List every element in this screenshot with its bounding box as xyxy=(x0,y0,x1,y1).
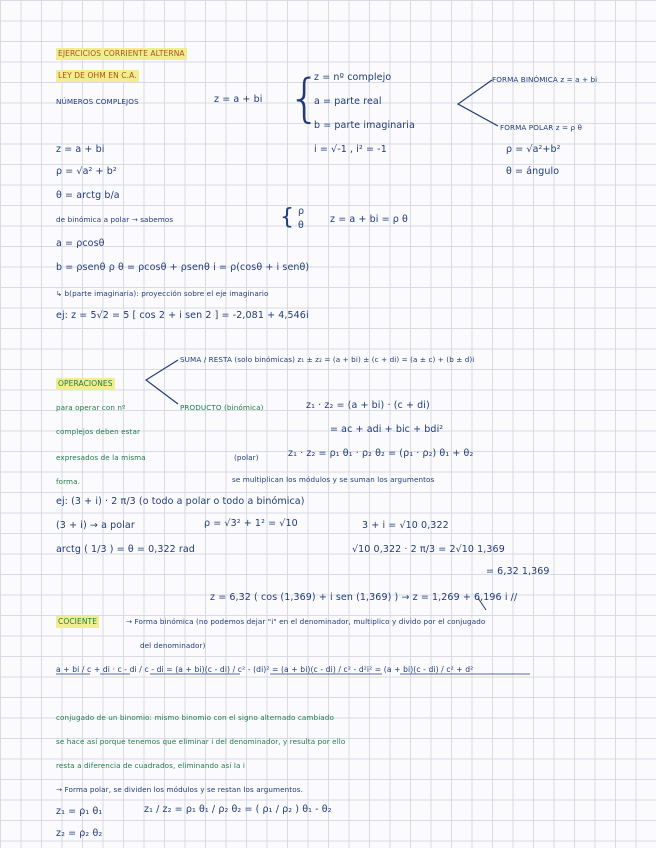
binomica-line-1: z = a + bi xyxy=(56,144,105,155)
operaciones-note-4: forma. xyxy=(56,477,81,486)
operations-split-arrow xyxy=(146,360,178,404)
example-line-2a: (3 + i) → a polar xyxy=(56,520,135,531)
def-i: i = √-1 , i² = -1 xyxy=(314,144,387,155)
conjugado-line-5a: z₁ = ρ₁ θ₁ xyxy=(56,806,103,817)
conversion-rho: ρ xyxy=(298,206,305,217)
binomica-line-2: ρ = √a² + b² xyxy=(56,166,117,177)
def-a: a = parte real xyxy=(314,96,382,107)
conjugado-line-2: se hace así porque tenemos que eliminar i del denominador, y resulta por ello xyxy=(56,737,346,746)
forma-polar: FORMA POLAR z = ρ θ xyxy=(500,123,583,132)
conjugado-line-5b: z₁ / z₂ = ρ₁ θ₁ / ρ₂ θ₂ = ( ρ₁ / ρ₂ ) θ₁ - θ₂ xyxy=(144,804,332,815)
suma-resta: SUMA / RESTA (solo binómicas) z₁ ± z₂ = (a + bi) ± (c + di) = (a ± c) + (b ± d)i xyxy=(180,355,475,364)
def-b: b = parte imaginaria xyxy=(314,120,415,131)
operaciones-note-2: complejos deben estar xyxy=(56,427,141,436)
producto-expand: = ac + adi + bic + bdi² xyxy=(330,424,444,435)
cociente-label: COCIENTE xyxy=(58,617,98,626)
operaciones-note-3: expresados de la misma xyxy=(56,453,146,462)
conversion-line-2: a = ρcosθ xyxy=(56,238,105,249)
curly-brace: { xyxy=(288,69,322,129)
def-z: z = nº complejo xyxy=(314,72,392,83)
rho-def: ρ = √a²+b² xyxy=(506,144,561,155)
example-line-1: ej: (3 + i) · 2 π/3 (o todo a polar o todo a binómica) xyxy=(56,496,305,507)
forma-binomica: FORMA BINÓMICA z = a + bi xyxy=(492,75,598,84)
cociente-line-2: del denominador) xyxy=(140,641,206,650)
conjugado-line-3: resta a diferencia de cuadrados, eliminando así la i xyxy=(56,761,245,770)
operaciones-note-1: para operar con nº xyxy=(56,403,126,412)
conjugado-line-6: z₂ = ρ₂ θ₂ xyxy=(56,828,103,839)
conversion-theta: θ xyxy=(298,220,304,231)
binomica-line-3: θ = arctg b/a xyxy=(56,190,120,201)
notation-split-arrow xyxy=(458,80,498,126)
section-heading-ohm: LEY DE OHM EN C.A. xyxy=(58,71,137,80)
polar-formula: z₁ · z₂ = ρ₁ θ₁ · ρ₂ θ₂ = (ρ₁ · ρ₂) θ₁ + θ₂ xyxy=(288,448,474,459)
result-arrow xyxy=(478,598,486,610)
cociente-line-1: → Forma binómica (no podemos dejar "i" en el denominador, multiplico y divido por el conjugado xyxy=(126,617,486,626)
conversion-example: ej: z = 5√2 = 5 [ cos 2 + i sen 2 ] = -2,081 + 4,546i xyxy=(56,310,309,321)
example-line-3a: arctg ( 1/3 ) = θ = 0,322 rad xyxy=(56,544,195,555)
example-line-4: = 6,32 1,369 xyxy=(486,566,550,577)
conversion-brace: { xyxy=(280,205,295,230)
conversion-line-1: de binómica a polar → sabemos xyxy=(56,215,174,224)
page-title: EJERCICIOS CORRIENTE ALTERNA xyxy=(58,49,185,58)
example-line-5: z = 6,32 ( cos (1,369) + i sen (1,369) ) → z = 1,269 + 6,196 i // xyxy=(210,592,518,603)
example-line-2b: ρ = √3² + 1² = √10 xyxy=(204,518,298,529)
complex-numbers-label: NÚMEROS COMPLEJOS xyxy=(56,97,139,106)
cociente-formula: a + bi / c + di · c - di / c - di = (a + bi)(c - di) / c² - (di)² = (a + bi)(c - di) / c² - d²i² = (a + bi)(c - di) / c² + d² xyxy=(56,665,474,674)
conjugado-line-4: → Forma polar, se dividen los módulos y se restan los argumentos. xyxy=(56,785,303,794)
conversion-equation: z = a + bi = ρ θ xyxy=(330,214,408,225)
z-formula: z = a + bi xyxy=(214,94,263,105)
example-line-2c: 3 + i = √10 0,322 xyxy=(362,520,449,531)
polar-description: se multiplican los módulos y se suman los argumentos xyxy=(232,475,435,484)
conjugado-line-1: conjugado de un binomio: mismo binomio con el signo alternado cambiado xyxy=(56,713,334,722)
theta-def: θ = ángulo xyxy=(506,166,560,177)
producto-label: PRODUCTO (binómica) xyxy=(180,403,264,412)
polar-label: (polar) xyxy=(234,453,259,462)
operaciones-title: OPERACIONES xyxy=(58,379,113,388)
conversion-line-3: b = ρsenθ ρ θ = ρcosθ + ρsenθ i = ρ(cosθ + i senθ) xyxy=(56,262,310,273)
producto-formula: z₁ · z₂ = (a + bi) · (c + di) xyxy=(306,400,430,411)
conversion-line-4: ↳ b(parte imaginaria): proyección sobre el eje imaginario xyxy=(56,289,269,298)
example-line-3b: √10 0,322 · 2 π/3 = 2√10 1,369 xyxy=(352,544,505,555)
